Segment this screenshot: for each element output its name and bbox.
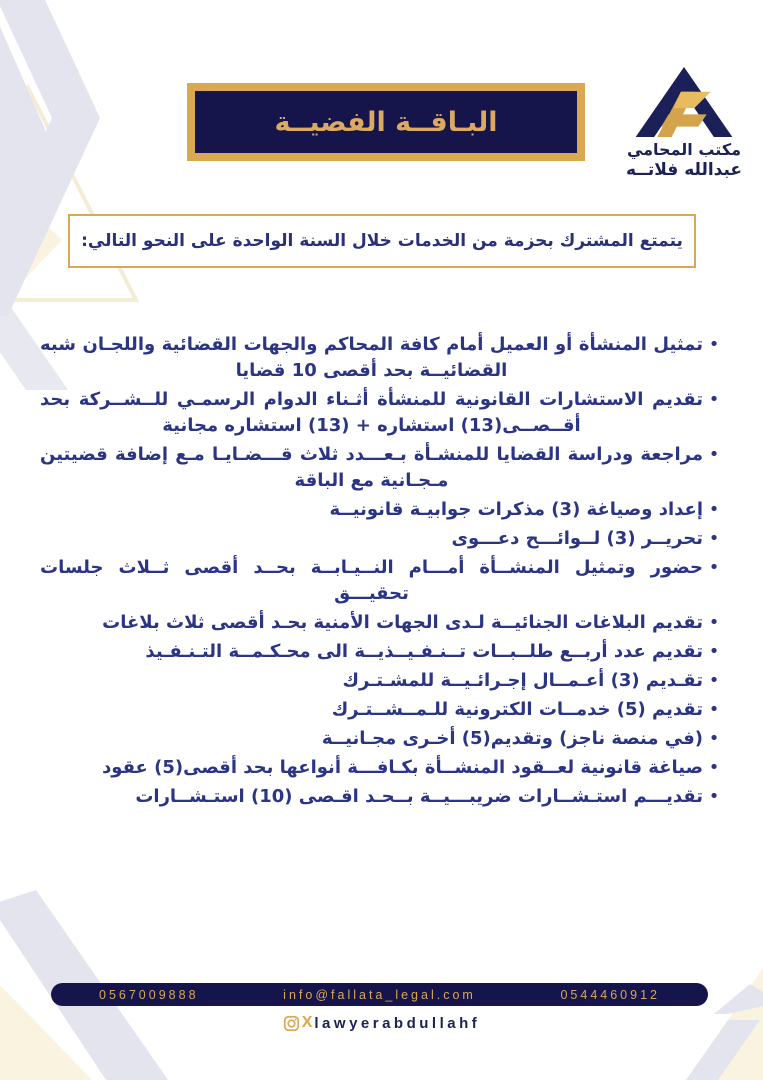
service-item <box>40 639 725 665</box>
service-text: تقديم (5) خدمــات الكترونية للـمــشــتـرك <box>331 699 703 720</box>
intro-box <box>68 214 696 268</box>
service-text: تقديم البلاغات الجنائيــة لـدى الجهات الأمنية بحـد أقصى ثلاث بلاغات <box>102 612 703 633</box>
bullet-icon: • <box>708 728 720 749</box>
bullet-icon: • <box>708 757 720 778</box>
service-item <box>40 726 725 752</box>
bullet-icon: • <box>708 334 720 355</box>
social-handle: lawyerabdullahf <box>314 1014 481 1032</box>
service-item <box>40 610 725 636</box>
service-text: تحريــر (3) لــوائـــح دعـــوى <box>451 528 703 549</box>
page-title: البـاقــة الفضيــة <box>274 106 498 138</box>
service-text: حضور وتمثيل المنشــأة أمـــام النــيـابــة بحــد أقصى ثــلاث جلسات تحقيـــق <box>40 557 703 604</box>
instagram-icon <box>283 1015 300 1032</box>
bullet-icon: • <box>708 670 720 691</box>
bullet-icon: • <box>708 786 720 807</box>
service-text: تقديـــم استـشــارات ضريبـــيــة بــحـد اقـصى (10) استـشــارات <box>135 786 703 807</box>
service-item <box>40 387 725 439</box>
service-text: مراجعة ودراسة القضايا للمنشـأة بـعـــدد ثلاث قـــضـايـا مـع إضافة قضيتين مـجـانية مع الباقة <box>40 444 703 491</box>
service-text: تقـديم (3) أعـمــال إجـرائـيــة للمشـتـرك <box>342 670 703 691</box>
logo-triangle-icon <box>632 66 736 138</box>
package-title-inner <box>195 91 577 153</box>
service-text: صياغة قانونية لعــقود المنشــأة بكـافـــة أنواعها بحد أقصى(5) عقود <box>102 757 703 778</box>
service-item <box>40 332 725 384</box>
bullet-icon: • <box>708 557 720 578</box>
bullet-icon: • <box>708 444 720 465</box>
package-title-box <box>187 83 585 161</box>
intro-text: يتمتع المشترك بحزمة من الخدمات خلال السنة الواحدة على النحو التالي: <box>81 231 683 251</box>
bullet-icon: • <box>708 499 720 520</box>
service-item <box>40 697 725 723</box>
bullet-icon: • <box>708 389 720 410</box>
social-handle-row <box>0 1014 763 1032</box>
service-item <box>40 755 725 781</box>
service-item <box>40 526 725 552</box>
service-text: إعداد وصياغة (3) مذكرات جوابيـة قانونيــة <box>329 499 703 520</box>
phone-number-right: 0544460912 <box>560 987 660 1002</box>
service-text: تمثيل المنشأة أو العميل أمام كافة المحاكم والجهات القضائية واللجـان شبه القضائيــة بحد أقصى 10 قضايا <box>40 334 703 381</box>
x-twitter-icon: X <box>301 1014 314 1031</box>
service-text: (في منصة ناجز) وتقديم(5) أخـرى مجـانيــة <box>321 728 703 749</box>
bullet-icon: • <box>708 641 720 662</box>
service-item <box>40 784 725 810</box>
services-list <box>40 332 725 813</box>
service-item <box>40 497 725 523</box>
contact-bar <box>51 983 708 1006</box>
service-text: تقديم الاستشارات القانونية للمنشأة أثـناء الدوام الرسمـي للــشــركة بحد أقــصــى(13) استشاره + (13) استشاره مجانية <box>40 389 703 436</box>
logo-office-name: مكتب المحامي <box>626 140 742 159</box>
service-item <box>40 442 725 494</box>
logo-lawyer-name: عبدالله فلاتــه <box>625 160 743 180</box>
service-item <box>40 668 725 694</box>
service-item <box>40 555 725 607</box>
email-address: info@fallata_legal.com <box>283 987 476 1002</box>
bullet-icon: • <box>708 699 720 720</box>
bullet-icon: • <box>708 612 720 633</box>
service-text: تقديم عدد أربــع طلــبــات تــنـفـيــذيــة الى محـكـمــة التـنـفـيذ <box>145 641 703 662</box>
law-office-logo <box>621 66 747 180</box>
bullet-icon: • <box>708 528 720 549</box>
phone-number-left: 0567009888 <box>99 987 199 1002</box>
